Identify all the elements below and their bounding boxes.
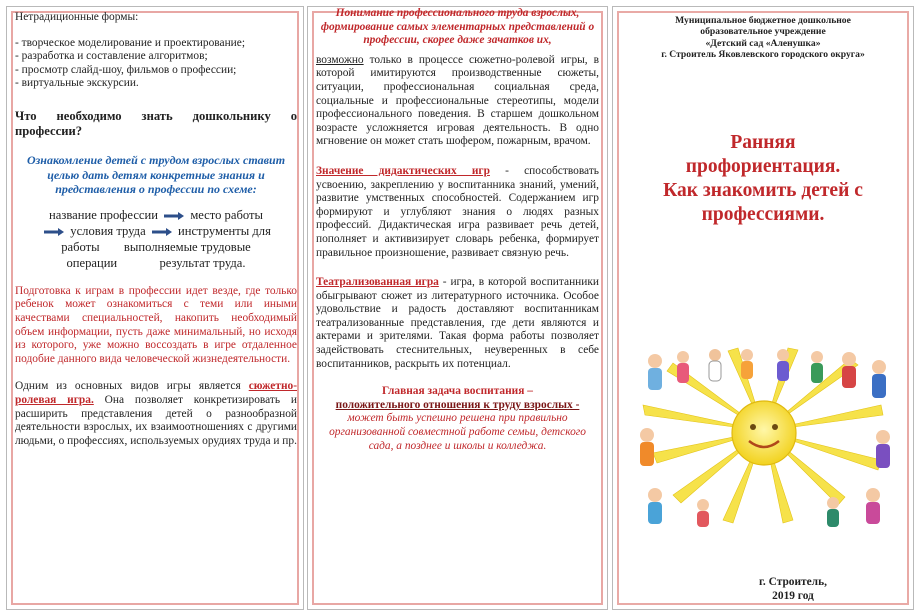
bullet-item: - виртуальные экскурсии. [15, 77, 139, 90]
role-play-description: только в процессе сюжетно-ролевой игры, в которой имитируются производственные сюжеты, ситуации, профессиональная социальная среда, социальные и профессиональные стереотипы, модели профессионального поведения. В старшем дошкольном возрасте усложняется игровая деятельность. В одно мгновение он может стать шофером, пожарным, врачом. [316, 53, 600, 148]
scheme-profession-name: название профессии [49, 207, 158, 222]
possible-word: возможно [316, 53, 364, 66]
bullet-item: - творческое моделирование и проектирование; [15, 36, 245, 49]
scheme-tools: инструменты для [177, 223, 271, 238]
sun-face [732, 401, 796, 465]
org-line: образовательное учреждение [700, 26, 826, 38]
didactic-paragraph [316, 165, 599, 260]
didactic-highlight: Значение дидактических игр [316, 164, 490, 177]
forms-heading: Нетрадиционные формы: [15, 11, 139, 23]
scheme-work: работы [61, 239, 100, 254]
title-line: Ранняя [730, 131, 796, 153]
role-play-text-end: Она позволяет конкретизировать и расширить представления детей о разнообразной деятельности взрослых, их взаимоотношениях с другими людьми, о профессиях, используемых орудиях труда и пр. [15, 393, 297, 447]
title-line: Как знакомить детей с [663, 179, 863, 201]
blue-intro-text: Ознакомление детей с трудом взрослых ставит целью дать детям конкретные знания и представления о профессии по схеме: [26, 152, 286, 197]
theatre-description: - игра, в которой воспитанники обыгрывают сюжет из литературного источника. Особое удовольствие и радость доставляют воспитанникам театрализованные представления, где дети являются и актерами и зрителями. Такая форма работы позволяет задействовать стеснительных, неуверенных в себе воспитанников, раскрыть их потенциал. [316, 276, 599, 370]
arrow-right-icon [164, 212, 184, 220]
theatre-highlight: Театрализованная игра [316, 276, 439, 289]
city-name: г. Строитель, [759, 576, 827, 588]
scheme-operations-cont: операции [66, 255, 118, 270]
city-and-year [613, 575, 913, 603]
bullet-item: - просмотр слайд-шоу, фильмов о профессии; [15, 63, 237, 76]
main-task-underlined: положительного отношения к труду взрослых - [335, 398, 580, 411]
scheme-work-conditions: условия труда [70, 223, 146, 238]
left-panel [6, 6, 304, 610]
org-line: г. Строитель Яковлевского городского округа» [661, 49, 865, 61]
understanding-heading: Понимание профессионального труда взрослых, формирование самых элементарных представлений о профессии, скорее даже зачатков их, [320, 7, 595, 47]
role-play-paragraph [316, 54, 599, 149]
middle-panel [307, 6, 608, 610]
professions-sun-illustration [633, 345, 895, 527]
main-task-block [316, 385, 599, 453]
profession-scheme [15, 207, 297, 271]
question-heading: Что необходимо знать дошкольнику о профессии? [15, 108, 297, 138]
red-paragraph: Подготовка к играм в профессии идет везде, где только ребенок может ознакомиться с теми или иными качествами специальностей, накопить необходимый объем информации, пусть даже минимальный, но исходя из которого, уже можно воссоздать в игре отдаленное подобие данного вида человеческой жизнедеятельности. [15, 284, 297, 365]
scheme-result: результат труда. [159, 255, 246, 270]
theatre-paragraph [316, 276, 599, 371]
title-line: профориентация. [685, 155, 841, 177]
role-play-highlight: сюжетно-ролевая игра. [15, 380, 297, 406]
year: 2019 год [772, 590, 814, 602]
bullet-item: - разработка и составление алгоритмов; [15, 50, 208, 63]
main-task-text: может быть успешно решена при правильно организованной совместной работе семьи, детского сада, а позднее и школы и колледжа. [329, 412, 586, 452]
org-line: «Детский сад «Аленушка» [705, 37, 821, 49]
didactic-description: - способствовать усвоению, закреплению у воспитанника знаний, умений, развитие умственных способностей. Содержанием игр формируют и углубляют знания о людях разных профессий. Дидактическая игра развивает речь детей, пополняет и активизирует словарь ребенка, формирует правильное произношение, развивает связную речь. [316, 164, 599, 259]
arrow-right-icon [152, 228, 172, 236]
role-play-paragraph [15, 380, 297, 448]
arrow-right-icon [44, 228, 64, 236]
cover-panel [612, 6, 914, 610]
scheme-work-place: место работы [190, 207, 263, 222]
title-line: профессиями. [701, 203, 825, 225]
org-line: Муниципальное бюджетное дошкольное [675, 15, 851, 26]
role-play-text-start: Одним из основных видов игры является [15, 380, 241, 393]
scheme-operations: выполняемые трудовые [123, 239, 251, 254]
main-task-heading: Главная задача воспитания – [382, 385, 533, 398]
